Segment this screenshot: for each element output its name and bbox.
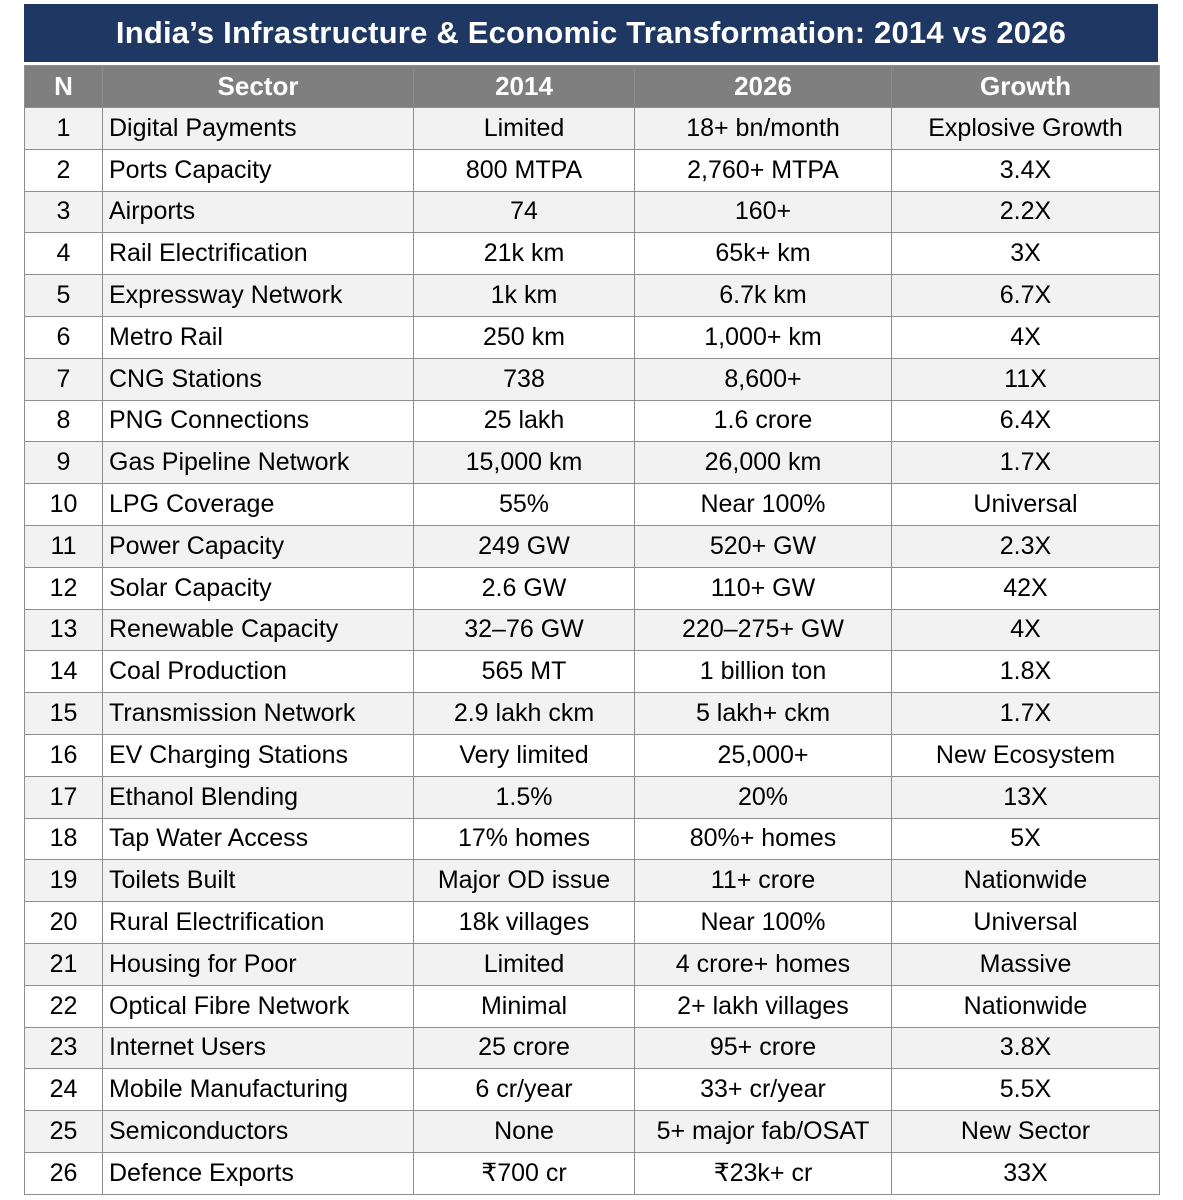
sector-cell: Coal Production: [103, 651, 414, 693]
sector-cell: Renewable Capacity: [103, 609, 414, 651]
table-row: [25, 943, 1160, 985]
value-2014-cell: 1.5%: [414, 776, 635, 818]
column-header-n: N: [25, 66, 103, 108]
growth-cell: 5.5X: [892, 1069, 1160, 1111]
sector-cell: Ports Capacity: [103, 149, 414, 191]
sector-cell: Housing for Poor: [103, 943, 414, 985]
table-row: [25, 484, 1160, 526]
value-2026-cell: 1.6 crore: [635, 400, 892, 442]
sector-cell: Digital Payments: [103, 108, 414, 150]
growth-cell: 3.4X: [892, 149, 1160, 191]
value-2026-cell: 5+ major fab/OSAT: [635, 1111, 892, 1153]
table-row: [25, 651, 1160, 693]
value-2014-cell: 18k villages: [414, 902, 635, 944]
row-number-cell: 18: [25, 818, 103, 860]
table-row: [25, 1111, 1160, 1153]
value-2026-cell: 5 lakh+ ckm: [635, 693, 892, 735]
sector-cell: Mobile Manufacturing: [103, 1069, 414, 1111]
value-2014-cell: 738: [414, 358, 635, 400]
table-row: [25, 275, 1160, 317]
row-number-cell: 7: [25, 358, 103, 400]
page-title: India’s Infrastructure & Economic Transformation: 2014 vs 2026: [24, 4, 1158, 62]
row-number-cell: 4: [25, 233, 103, 275]
growth-cell: Universal: [892, 902, 1160, 944]
sector-cell: Optical Fibre Network: [103, 985, 414, 1027]
value-2014-cell: 250 km: [414, 316, 635, 358]
row-number-cell: 22: [25, 985, 103, 1027]
table-row: [25, 1027, 1160, 1069]
value-2026-cell: 6.7k km: [635, 275, 892, 317]
growth-cell: 1.7X: [892, 442, 1160, 484]
value-2014-cell: 25 crore: [414, 1027, 635, 1069]
table-row: [25, 860, 1160, 902]
comparison-table: [24, 65, 1160, 1195]
growth-cell: New Ecosystem: [892, 734, 1160, 776]
growth-cell: 6.7X: [892, 275, 1160, 317]
row-number-cell: 8: [25, 400, 103, 442]
table-row: [25, 149, 1160, 191]
value-2014-cell: 565 MT: [414, 651, 635, 693]
growth-cell: 1.7X: [892, 693, 1160, 735]
table-row: [25, 734, 1160, 776]
table-row: [25, 358, 1160, 400]
growth-cell: Nationwide: [892, 860, 1160, 902]
value-2014-cell: Limited: [414, 943, 635, 985]
growth-cell: 3X: [892, 233, 1160, 275]
value-2026-cell: 2,760+ MTPA: [635, 149, 892, 191]
column-header-sector: Sector: [103, 66, 414, 108]
table-body: [25, 108, 1160, 1195]
sector-cell: Gas Pipeline Network: [103, 442, 414, 484]
sector-cell: PNG Connections: [103, 400, 414, 442]
table-row: [25, 1069, 1160, 1111]
sector-cell: Solar Capacity: [103, 567, 414, 609]
value-2014-cell: Major OD issue: [414, 860, 635, 902]
row-number-cell: 11: [25, 525, 103, 567]
growth-cell: Nationwide: [892, 985, 1160, 1027]
value-2026-cell: 33+ cr/year: [635, 1069, 892, 1111]
sector-cell: LPG Coverage: [103, 484, 414, 526]
sector-cell: Expressway Network: [103, 275, 414, 317]
growth-cell: Explosive Growth: [892, 108, 1160, 150]
row-number-cell: 24: [25, 1069, 103, 1111]
value-2014-cell: 32–76 GW: [414, 609, 635, 651]
row-number-cell: 1: [25, 108, 103, 150]
value-2026-cell: 1,000+ km: [635, 316, 892, 358]
row-number-cell: 19: [25, 860, 103, 902]
value-2026-cell: 18+ bn/month: [635, 108, 892, 150]
sector-cell: Transmission Network: [103, 693, 414, 735]
value-2014-cell: 17% homes: [414, 818, 635, 860]
row-number-cell: 5: [25, 275, 103, 317]
row-number-cell: 21: [25, 943, 103, 985]
table-row: [25, 693, 1160, 735]
growth-cell: 5X: [892, 818, 1160, 860]
value-2014-cell: 55%: [414, 484, 635, 526]
growth-cell: 11X: [892, 358, 1160, 400]
growth-cell: Massive: [892, 943, 1160, 985]
value-2026-cell: 65k+ km: [635, 233, 892, 275]
value-2026-cell: 20%: [635, 776, 892, 818]
row-number-cell: 13: [25, 609, 103, 651]
growth-cell: 3.8X: [892, 1027, 1160, 1069]
table-row: [25, 567, 1160, 609]
table-row: [25, 191, 1160, 233]
value-2026-cell: 8,600+: [635, 358, 892, 400]
value-2014-cell: Minimal: [414, 985, 635, 1027]
sector-cell: EV Charging Stations: [103, 734, 414, 776]
value-2026-cell: 26,000 km: [635, 442, 892, 484]
value-2014-cell: Very limited: [414, 734, 635, 776]
value-2014-cell: 2.6 GW: [414, 567, 635, 609]
row-number-cell: 10: [25, 484, 103, 526]
row-number-cell: 20: [25, 902, 103, 944]
table-row: [25, 902, 1160, 944]
value-2026-cell: 520+ GW: [635, 525, 892, 567]
table-row: [25, 400, 1160, 442]
sector-cell: Metro Rail: [103, 316, 414, 358]
value-2014-cell: 800 MTPA: [414, 149, 635, 191]
table-header-row: [25, 66, 1160, 108]
table-row: [25, 525, 1160, 567]
value-2014-cell: 15,000 km: [414, 442, 635, 484]
growth-cell: 2.3X: [892, 525, 1160, 567]
table-row: [25, 818, 1160, 860]
value-2026-cell: 11+ crore: [635, 860, 892, 902]
value-2026-cell: Near 100%: [635, 902, 892, 944]
column-header-2014: 2014: [414, 66, 635, 108]
value-2014-cell: 2.9 lakh ckm: [414, 693, 635, 735]
table-row: [25, 776, 1160, 818]
value-2026-cell: 110+ GW: [635, 567, 892, 609]
sector-cell: Internet Users: [103, 1027, 414, 1069]
sector-cell: Rural Electrification: [103, 902, 414, 944]
value-2026-cell: 80%+ homes: [635, 818, 892, 860]
sector-cell: Rail Electrification: [103, 233, 414, 275]
row-number-cell: 12: [25, 567, 103, 609]
table-row: [25, 316, 1160, 358]
table-row: [25, 442, 1160, 484]
value-2026-cell: 2+ lakh villages: [635, 985, 892, 1027]
row-number-cell: 23: [25, 1027, 103, 1069]
value-2014-cell: Limited: [414, 108, 635, 150]
growth-cell: Universal: [892, 484, 1160, 526]
growth-cell: 2.2X: [892, 191, 1160, 233]
column-header-growth: Growth: [892, 66, 1160, 108]
growth-cell: New Sector: [892, 1111, 1160, 1153]
table-row: [25, 1152, 1160, 1194]
row-number-cell: 17: [25, 776, 103, 818]
growth-cell: 4X: [892, 609, 1160, 651]
value-2014-cell: None: [414, 1111, 635, 1153]
value-2026-cell: 220–275+ GW: [635, 609, 892, 651]
value-2014-cell: 74: [414, 191, 635, 233]
row-number-cell: 3: [25, 191, 103, 233]
column-header-2026: 2026: [635, 66, 892, 108]
row-number-cell: 2: [25, 149, 103, 191]
growth-cell: 42X: [892, 567, 1160, 609]
growth-cell: 13X: [892, 776, 1160, 818]
sector-cell: CNG Stations: [103, 358, 414, 400]
value-2026-cell: 95+ crore: [635, 1027, 892, 1069]
growth-cell: 6.4X: [892, 400, 1160, 442]
table-row: [25, 108, 1160, 150]
value-2014-cell: 249 GW: [414, 525, 635, 567]
value-2026-cell: 4 crore+ homes: [635, 943, 892, 985]
table-row: [25, 609, 1160, 651]
growth-cell: 33X: [892, 1152, 1160, 1194]
sector-cell: Defence Exports: [103, 1152, 414, 1194]
row-number-cell: 9: [25, 442, 103, 484]
value-2014-cell: 1k km: [414, 275, 635, 317]
growth-cell: 1.8X: [892, 651, 1160, 693]
row-number-cell: 26: [25, 1152, 103, 1194]
sector-cell: Ethanol Blending: [103, 776, 414, 818]
row-number-cell: 25: [25, 1111, 103, 1153]
row-number-cell: 16: [25, 734, 103, 776]
value-2026-cell: 160+: [635, 191, 892, 233]
value-2026-cell: 25,000+: [635, 734, 892, 776]
value-2026-cell: Near 100%: [635, 484, 892, 526]
sector-cell: Airports: [103, 191, 414, 233]
value-2026-cell: 1 billion ton: [635, 651, 892, 693]
table-row: [25, 233, 1160, 275]
table-row: [25, 985, 1160, 1027]
value-2014-cell: 25 lakh: [414, 400, 635, 442]
value-2014-cell: 21k km: [414, 233, 635, 275]
value-2026-cell: ₹23k+ cr: [635, 1152, 892, 1194]
value-2014-cell: 6 cr/year: [414, 1069, 635, 1111]
sector-cell: Power Capacity: [103, 525, 414, 567]
growth-cell: 4X: [892, 316, 1160, 358]
sector-cell: Toilets Built: [103, 860, 414, 902]
sector-cell: Tap Water Access: [103, 818, 414, 860]
row-number-cell: 15: [25, 693, 103, 735]
value-2014-cell: ₹700 cr: [414, 1152, 635, 1194]
row-number-cell: 14: [25, 651, 103, 693]
sector-cell: Semiconductors: [103, 1111, 414, 1153]
row-number-cell: 6: [25, 316, 103, 358]
